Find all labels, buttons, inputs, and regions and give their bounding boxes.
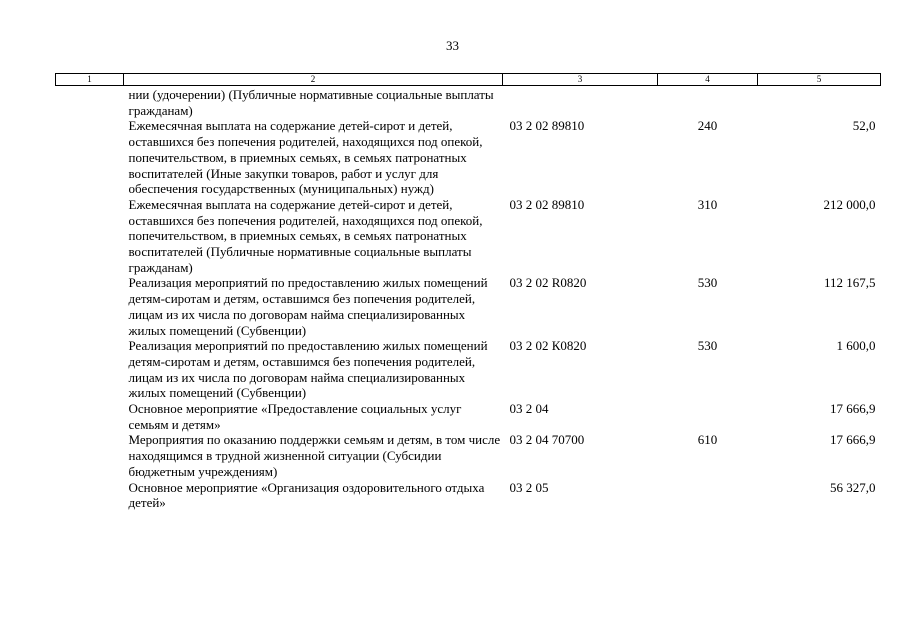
row-code (503, 86, 658, 119)
row-code: 03 2 02 89810 (509, 118, 585, 134)
row-index-cell (56, 432, 124, 479)
row-code: 03 2 04 70700 (509, 432, 585, 448)
row-expense-type: 530 (697, 338, 718, 354)
column-header-1: 1 (56, 74, 124, 86)
row-code: 03 2 02 R0820 (509, 275, 587, 291)
row-index-cell (56, 118, 124, 197)
row-name: Реализация мероприятий по предоставлению жилых помещений детям-сиротам и детям, оставшимся без попечения родителей, лицам из их числа по договорам найма специализированных жилых помещений (Субвенции) (128, 338, 488, 401)
row-expense-type: 610 (697, 432, 718, 448)
row-expense-type: 530 (697, 275, 718, 291)
row-index-cell (56, 480, 124, 511)
row-index-cell (56, 401, 124, 432)
row-amount: 52,0 (852, 118, 876, 134)
row-expense-type: 240 (697, 118, 718, 134)
table-row (56, 197, 881, 276)
row-code: 03 2 02 К0820 (509, 338, 587, 354)
column-header-5: 5 (758, 74, 881, 86)
table-header (56, 74, 881, 86)
table-row (56, 432, 881, 479)
row-expense-type (658, 401, 758, 432)
row-code: 03 2 02 89810 (509, 196, 585, 212)
row-expense-type (658, 86, 758, 119)
row-name: Ежемесячная выплата на содержание детей-сирот и детей, оставшихся без попечения родителей, находящихся под опекой, попечительством, в приемных семьях, в семьях патронатных воспитателей (Иные закупки товаров, работ и услуг для обеспечения государственных (муниципальных) нужд) (128, 118, 483, 197)
row-amount: 1 600,0 (836, 338, 876, 354)
row-name: Ежемесячная выплата на содержание детей-сирот и детей, оставшихся без попечения родителей, находящихся под опекой, попечительством, в приемных семьях, в семьях патронатных воспитателей (Публичные нормативные социальные выплаты гражданам) (128, 196, 483, 275)
row-code: 03 2 05 (509, 479, 549, 495)
row-expense-type: 310 (697, 196, 718, 212)
row-index-cell (56, 338, 124, 401)
row-code: 03 2 04 (509, 401, 549, 417)
row-name: Мероприятия по оказанию поддержки семьям и детям, в том числе находящимся в трудной жизненной ситуации (Субсидии бюджетным учреждениям) (128, 432, 501, 479)
row-amount: 17 666,9 (830, 432, 876, 448)
table-row (56, 275, 881, 338)
table-row (56, 480, 881, 511)
row-amount: 112 167,5 (823, 275, 876, 291)
row-index-cell (56, 275, 124, 338)
table-row (56, 86, 881, 119)
table-body (56, 86, 881, 511)
row-name: Основное мероприятие «Организация оздоровительного отдыха детей» (128, 479, 485, 511)
column-header-4: 4 (658, 74, 758, 86)
row-index-cell (56, 86, 124, 119)
row-amount: 56 327,0 (830, 479, 876, 495)
row-name: Основное мероприятие «Предоставление социальных услуг семьям и детям» (128, 401, 462, 432)
row-amount: 17 666,9 (830, 401, 876, 417)
row-amount (758, 86, 881, 119)
row-index-cell (56, 197, 124, 276)
row-name: Реализация мероприятий по предоставлению жилых помещений детям-сиротам и детям, оставшимся без попечения родителей, лицам из их числа по договорам найма специализированных жилых помещений (Субвенции) (128, 275, 488, 338)
budget-table (55, 73, 881, 511)
page-number: 33 (446, 38, 459, 53)
row-name: нии (удочерении) (Публичные нормативные социальные выплаты гражданам) (128, 87, 494, 118)
column-header-3: 3 (503, 74, 658, 86)
row-amount: 212 000,0 (823, 196, 876, 212)
table-row (56, 118, 881, 197)
row-expense-type (658, 480, 758, 511)
column-header-2: 2 (124, 74, 503, 86)
header-row (56, 74, 881, 86)
table-row (56, 338, 881, 401)
table-row (56, 401, 881, 432)
